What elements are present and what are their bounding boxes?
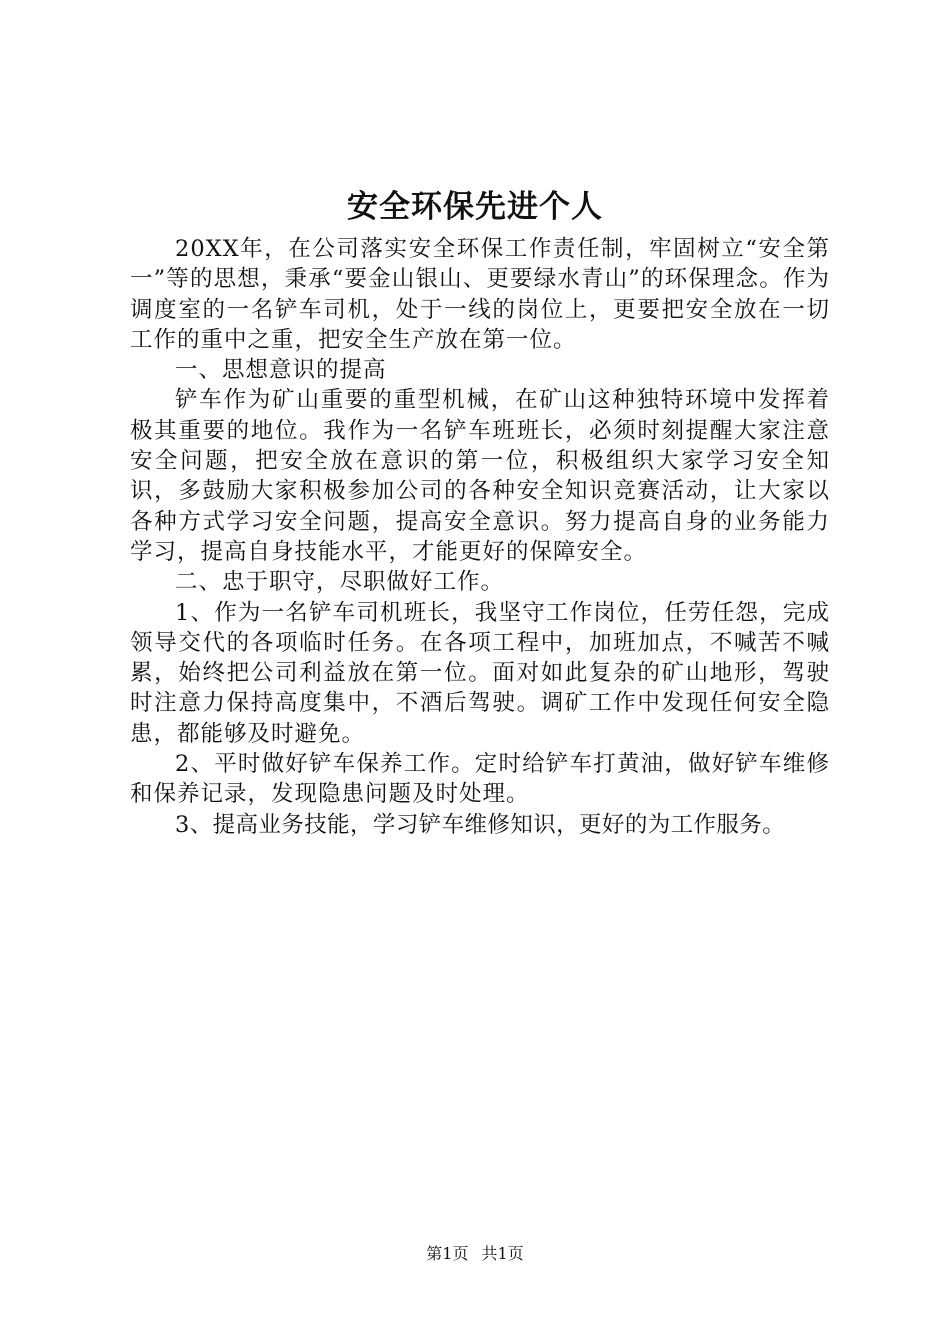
page-total: 共1页 (481, 1244, 524, 1263)
page-footer (0, 1243, 950, 1265)
paragraph-item-2: 2、平时做好铲车保养工作。定时给铲车打黄油，做好铲车维修和保养记录，发现隐患问题及时处理。 (130, 751, 830, 808)
page-number: 第1页 (426, 1244, 469, 1263)
document-title: 安全环保先进个人 (347, 189, 603, 225)
section-heading-1: 一、思想意识的提高 (175, 357, 387, 384)
paragraph-intro: 20XX年，在公司落实安全环保工作责任制，牢固树立“安全第一”等的思想，秉承“要金山银山、更要绿水青山”的环保理念。作为调度室的一名铲车司机，处于一线的岗位上，更要把安全放在一切工作的重中之重，把安全生产放在第一位。 (130, 236, 830, 353)
paragraph-section-1: 铲车作为矿山重要的重型机械，在矿山这种独特环境中发挥着极其重要的地位。我作为一名铲车班班长，必须时刻提醒大家注意安全问题，把安全放在意识的第一位，积极组织大家学习安全知识，多鼓励大家积极参加公司的各种安全知识竞赛活动，让大家以各种方式学习安全问题，提高安全意识。努力提高自身的业务能力学习，提高自身技能水平，才能更好的保障安全。 (130, 387, 830, 565)
paragraph-item-1: 1、作为一名铲车司机班长，我坚守工作岗位，任劳任怨，完成领导交代的各项临时任务。在各项工程中，加班加点，不喊苦不喊累，始终把公司利益放在第一位。面对如此复杂的矿山地形，驾驶时注意力保持高度集中，不酒后驾驶。调矿工作中发现任何安全隐患，都能够及时避免。 (130, 599, 830, 747)
section-heading-2: 二、忠于职守，尽职做好工作。 (175, 569, 505, 596)
document-body (130, 234, 830, 840)
paragraph-item-3: 3、提高业务技能，学习铲车维修知识，更好的为工作服务。 (175, 811, 786, 838)
